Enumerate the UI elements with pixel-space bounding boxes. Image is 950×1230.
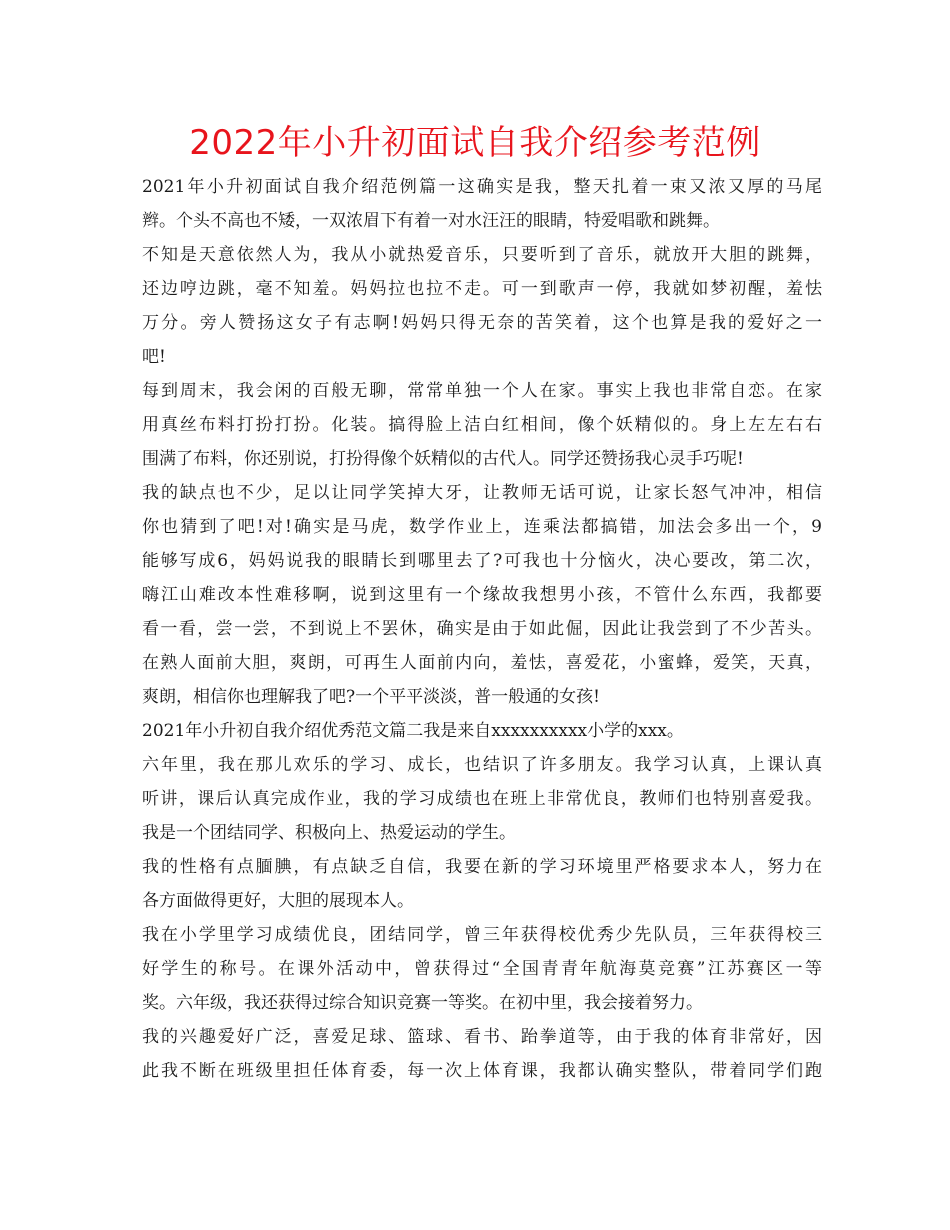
text-line: 看一看，尝一尝，不到说上不罢休，确实是由于如此倔，因此让我尝到了不少苦头。 — [142, 619, 822, 639]
text-line: 六年里，我在那儿欢乐的学习、成长，也结识了许多朋友。我学习认真，上课认真 — [142, 755, 822, 775]
text-line: 各方面做得更好，大胆的展现本人。 — [142, 891, 414, 911]
text-line: 围满了布料，你还别说，打扮得像个妖精似的古代人。同学还赞扬我心灵手巧呢! — [142, 449, 744, 469]
text-line: 每到周末，我会闲的百般无聊，常常单独一个人在家。事实上我也非常自恋。在家 — [142, 381, 822, 401]
text-line: 我在小学里学习成绩优良，团结同学，曾三年获得校优秀少先队员，三年获得校三 — [142, 925, 822, 945]
text-line: 2021年小升初面试自我介绍范例篇一这确实是我，整天扎着一束又浓又厚的马尾 — [142, 177, 822, 197]
text-line: 能够写成6，妈妈说我的眼睛长到哪里去了?可我也十分恼火，决心要改，第二次， — [142, 551, 822, 571]
text-line: 在熟人面前大胆，爽朗，可再生人面前内向，羞怯，喜爱花，小蜜蜂，爱笑，天真， — [142, 653, 822, 673]
text-line: 奖。六年级，我还获得过综合知识竞赛一等奖。在初中里，我会接着努力。 — [142, 993, 703, 1013]
text-line: 听讲，课后认真完成作业，我的学习成绩也在班上非常优良，教师们也特别喜爱我。 — [142, 789, 822, 809]
text-line: 我是一个团结同学、积极向上、热爱运动的学生。 — [142, 823, 516, 843]
text-line: 用真丝布料打扮打扮。化装。搞得脸上洁白红相间，像个妖精似的。身上左左右右 — [142, 415, 822, 435]
text-line: 爽朗，相信你也理解我了吧?一个平平淡淡，普一般通的女孩! — [142, 687, 600, 707]
document-title: 2022年小升初面试自我介绍参考范例 — [189, 123, 761, 163]
text-line: 不知是天意依然人为，我从小就热爱音乐，只要听到了音乐，就放开大胆的跳舞， — [142, 245, 822, 265]
text-line: 2021年小升初自我介绍优秀范文篇二我是来自xxxxxxxxxx小学的xxx。 — [142, 721, 684, 741]
text-line: 我的性格有点腼腆，有点缺乏自信，我要在新的学习环境里严格要求本人，努力在 — [142, 857, 822, 877]
text-line: 你也猜到了吧!对!确实是马虎，数学作业上，连乘法都搞错，加法会多出一个，9 — [142, 517, 822, 537]
text-line: 此我不断在班级里担任体育委，每一次上体育课，我都认确实整队，带着同学们跑 — [142, 1061, 822, 1081]
text-line: 吧! — [142, 347, 166, 367]
document-body — [142, 170, 822, 1088]
text-line: 万分。旁人赞扬这女子有志啊!妈妈只得无奈的苦笑着，这个也算是我的爱好之一 — [142, 313, 822, 333]
text-line: 好学生的称号。在课外活动中，曾获得过“全国青青年航海莫竞赛”江苏赛区一等 — [142, 959, 822, 979]
text-line: 我的兴趣爱好广泛，喜爱足球、篮球、看书、跆拳道等，由于我的体育非常好，因 — [142, 1027, 822, 1047]
text-line: 嗨江山难改本性难移啊，说到这里有一个缘故我想男小孩，不管什么东西，我都要 — [142, 585, 822, 605]
text-line: 我的缺点也不少，足以让同学笑掉大牙，让教师无话可说，让家长怒气冲冲，相信 — [142, 483, 822, 503]
text-line: 还边哼边跳，毫不知羞。妈妈拉也拉不走。可一到歌声一停，我就如梦初醒，羞怯 — [142, 279, 822, 299]
text-line: 辫。个头不高也不矮，一双浓眉下有着一对水汪汪的眼睛，特爱唱歌和跳舞。 — [142, 211, 720, 231]
